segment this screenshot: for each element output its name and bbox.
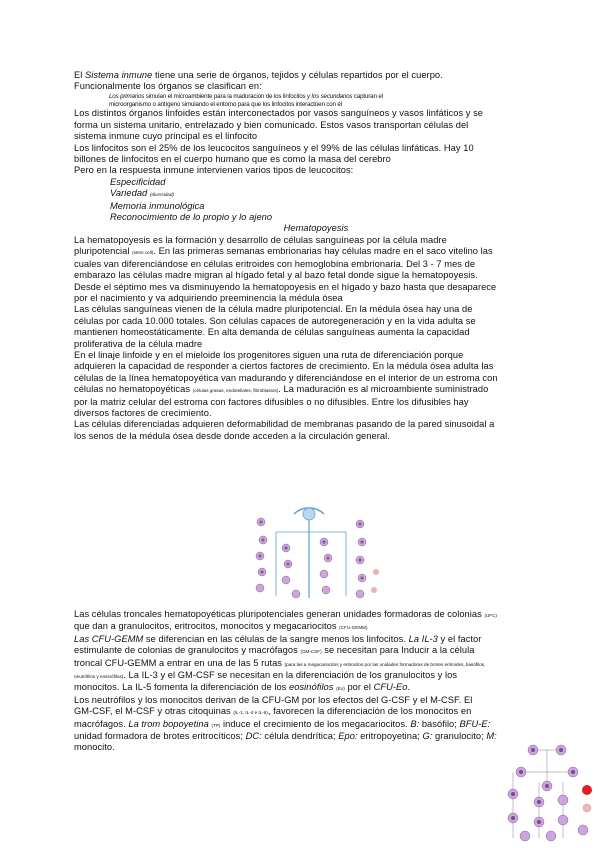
list-item: Variedad (diversidad) — [110, 188, 174, 199]
cell-differentiation-figure — [503, 742, 595, 844]
hemato-line: por la matriz celular del estroma con factores difusibles o no difusibles. Entre los difusibles hay — [74, 396, 469, 407]
hemato-line: diversos factores de crecimiento. — [74, 407, 212, 418]
lower-line: macrófagos. La trom bopoyetina (TP) induce el crecimiento de los megacariocitos. B: basófilo; BFU-E: — [74, 718, 491, 729]
hemato-line: células no hematopoyéticas (células grasas, endoteliales, fibroblastos). La maduración es al microambiente suministrado — [74, 384, 489, 395]
hemato-line: proliferativa de la célula madre — [74, 338, 203, 349]
hemato-line: La hematopoyesis es la formación y desarrollo de células sanguíneas por la célula madre — [74, 234, 447, 245]
lower-line: neutrófilos y eosinófilos). La IL-3 y el GM-CSF se necesitan en la diferenciación de los granulocitos y los — [74, 670, 458, 681]
intro-line-5: sistema inmune cuyo principal es el linfocito — [74, 131, 258, 142]
hemato-line: cuales van diferenciándose en células eritroides con hemoglobina embrionaria. Del 3 - 7 mes de — [74, 258, 476, 269]
list-item: Memoria inmunológica — [110, 200, 205, 211]
hemato-line: Las células sanguíneas vienen de la célula madre pluripotencial. En la médula ósea hay una de — [74, 304, 473, 315]
intro-line-3: Los distintos órganos linfoides están interconectados por vasos sanguíneos y vasos linfáticos y se — [74, 108, 484, 119]
hemato-line: adquieren la capacidad de responder a ciertos factores de crecimiento. En la médula ósea adulta las — [74, 361, 494, 372]
hemato-line: Desde el séptimo mes va disminuyendo la hematopoyesis en el hígado y bazo hasta que desaparece — [74, 281, 497, 292]
hemato-line: los senos de la médula ósea desde donde acceden a la circulación general. — [74, 430, 390, 441]
document-body — [74, 70, 534, 442]
section-title: Hematopoyesis — [283, 223, 349, 234]
hemato-line: células de la línea hematopoyética van madurando y diferenciándose en el interior de un estroma con — [74, 372, 498, 383]
intro-line-6: Los linfocitos son el 25% de los leucocitos sanguíneos y el 99% de las células linfáticas. Hay 10 — [74, 142, 474, 153]
hemato-line: mantienen homeostáticamente. En alta demanda de células sanguíneas aumenta la capacidad — [74, 327, 470, 338]
intro-line-8: Pero en la respuesta inmune intervienen varios tipos de leucocitos: — [74, 165, 354, 176]
hematopoiesis-diagram — [236, 502, 386, 602]
list-item: Especificidad — [110, 176, 166, 187]
lower-line: que dan a granulocitos, eritrocitos, monocitos y megacariocitos (CFU-GEMM) — [74, 621, 368, 632]
organ-classification: Los primarios simulan el microambiente para la maduración de los linfocitos y los secundarios capturan el microorganismo o antígeno simulando el entorno para que los linfocitos interactúen con él — [109, 92, 383, 108]
lower-line: monocitos. La IL-5 fomenta la diferenciación de los eosinófilos (Eo) por el CFU-Eo. — [74, 682, 411, 693]
lower-line: Las CFU-GEMM se diferencian en las células de la sangre menos los linfocitos. La IL-3 y el factor — [74, 633, 482, 644]
list-item: Reconocimiento de lo propio y lo ajeno — [110, 212, 273, 223]
intro-line-4: forma un sistema unitario, entrelazado y bien comunicado. Estos vasos transportan células del — [74, 119, 469, 130]
lower-section — [74, 609, 534, 754]
lower-line: monocito. — [74, 742, 115, 753]
hemato-line: células por cada 10.000 totales. Son células capaces de autoregeneración y en la vida adulta se — [74, 315, 476, 326]
lower-line: GM-CSF, el M-CSF y otras citoquinas (IL-1, IL-4 e IL-6), favorecen la diferenciación de los monocitos en — [74, 706, 472, 717]
hemato-line: Las células diferenciadas adquieren deformabilidad de membranas pasando de la pared sinusoidal a — [74, 419, 495, 430]
lower-line: Los neutrófilos y los monocitos derivan de la CFU-GM por los efectos del G-CSF y el M-CSF. El — [74, 694, 473, 705]
lower-line: Las células troncales hematopoyéticas pluripotenciales generan unidades formadoras de colonias (UFC) — [74, 609, 497, 619]
lower-line: estimulante de colonias de granulocitos y macrófagos (GM-CSF) se necesitan para Inducir a la célula — [74, 645, 475, 656]
hemato-line: por el nacimiento y va adquiriendo preeminencia la médula ósea — [74, 292, 343, 303]
intro-line-1: El Sistema inmune tiene una serie de órganos, tejidos y células repartidos por el cuerpo. — [74, 70, 443, 80]
intro-line-2: Funcionalmente los órganos se clasifican en: — [74, 81, 262, 92]
hemato-line: En el linaje linfoide y en el mieloide los progenitores siguen una ruta de diferenciación porque — [74, 349, 464, 360]
hemato-line: pluripotencial (stem cell). En las primeras semanas embrionarias hay células madre en el saco vitelino las — [74, 246, 493, 257]
hemato-line: embarazo las células madre migran al hígado fetal y al bazo fetal donde sigue la hematopoyesis. — [74, 270, 478, 281]
intro-line-7: billones de linfocitos en el cuerpo humano que es como la masa del cerebro — [74, 154, 391, 165]
lower-line: unidad formadora de brotes eritrocíticos; DC: célula dendrítica; Epo: eritropoyetina; G: granulocito; M: — [74, 731, 497, 742]
lower-line: troncal CFU-GEMM a entrar en una de las 5 rutas (para las a megacariocitos y eritrocitos por las unidades formadoras de brotes eritroides, basófilos, — [74, 657, 486, 668]
